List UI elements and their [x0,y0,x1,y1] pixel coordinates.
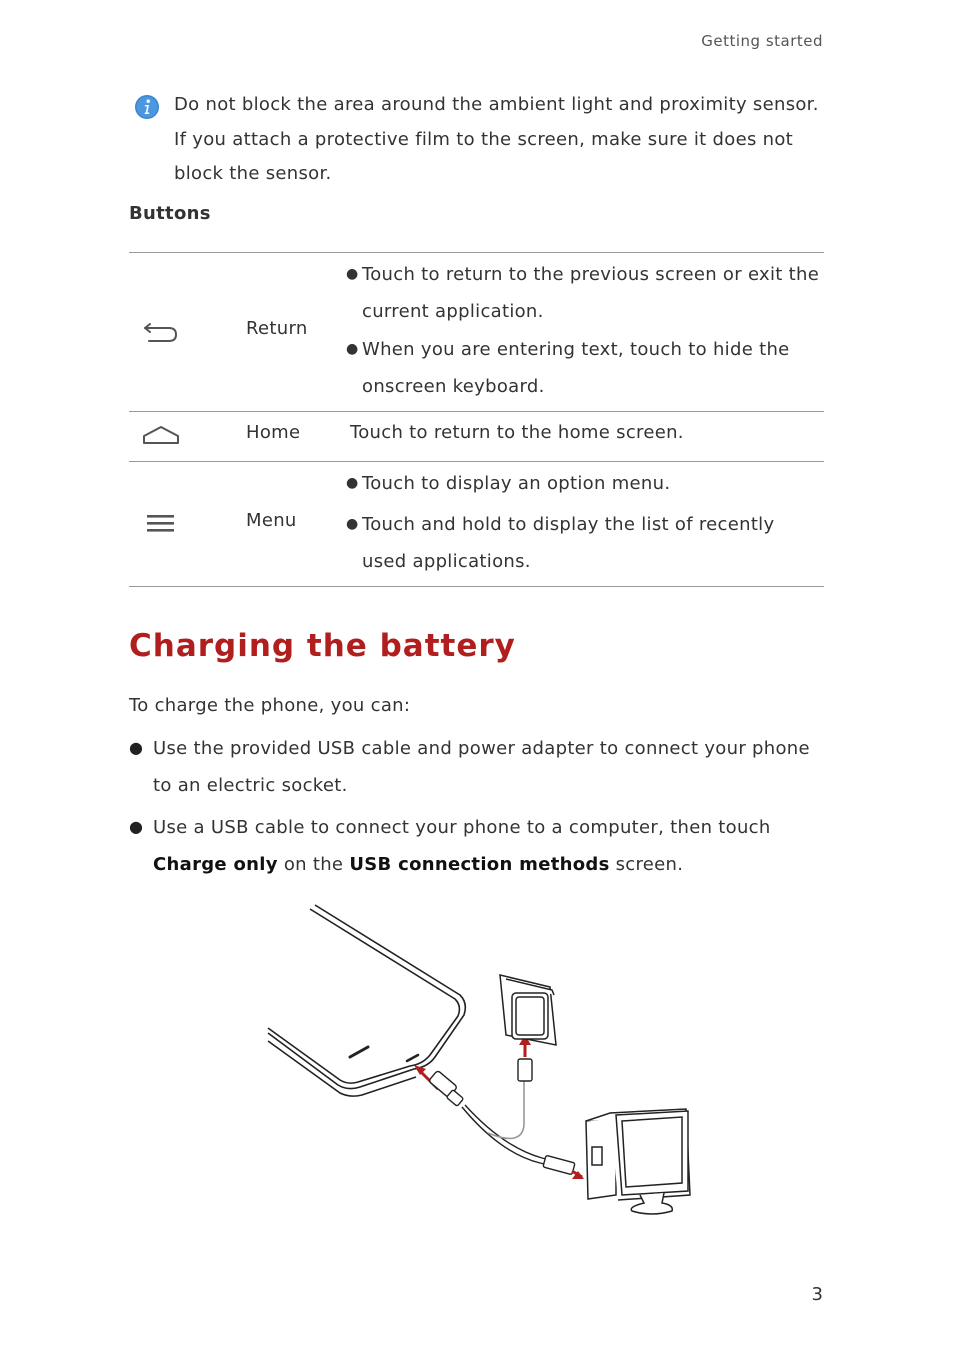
buttons-heading: Buttons [129,203,211,224]
charge-only-label: Charge only [153,854,278,875]
intro-text: To charge the phone, you can: [129,695,411,716]
home-icon [141,422,181,452]
power-adapter-illustration [500,975,556,1045]
list-item: ● Touch to display an option menu. [362,465,822,502]
computer-illustration [586,1109,690,1214]
note-text: Do not block the area around the ambient light and proximity sensor. If you attach a protective film to the screen, make sure it does not block the sensor. [174,94,819,184]
menu-icon [141,510,181,540]
usb-cable-illustration [429,1070,464,1106]
phone-charging-illustration [260,895,700,1225]
button-name-return: Return [246,318,308,339]
section-title: Charging the battery [129,628,516,664]
list-item: ● Touch to return to the previous screen or exit the current application. [362,256,822,330]
table-rule-top [129,252,824,253]
usb-instruction: Use a USB cable to connect your phone to a computer, then touch Charge only on the USB connection methods screen. [153,817,771,875]
bullet: ● [129,738,143,757]
list-item: ● Use the provided USB cable and power adapter to connect your phone to an electric socket. [129,738,810,796]
button-name-menu: Menu [246,510,297,531]
return-icon [141,318,181,348]
phone-illustration [268,905,465,1096]
bullet: ● [346,266,359,282]
table-rule [129,411,824,412]
running-header: Getting started [701,32,823,50]
button-description-home: Touch to return to the home screen. [350,422,684,443]
list-item: ● When you are entering text, touch to hide the onscreen keyboard. [362,331,822,405]
table-rule-bottom [129,586,824,587]
info-icon [134,94,160,120]
bullet: ● [346,475,359,491]
table-rule [129,461,824,462]
button-name-home: Home [246,422,301,443]
page-number: 3 [811,1284,823,1305]
list-item [129,809,819,883]
usb-connection-methods-label: USB connection methods [349,854,610,875]
bullet: ● [129,817,143,836]
list-item: ● Touch and hold to display the list of recently used applications. [362,506,822,580]
bullet: ● [346,341,359,357]
bullet: ● [346,516,359,532]
